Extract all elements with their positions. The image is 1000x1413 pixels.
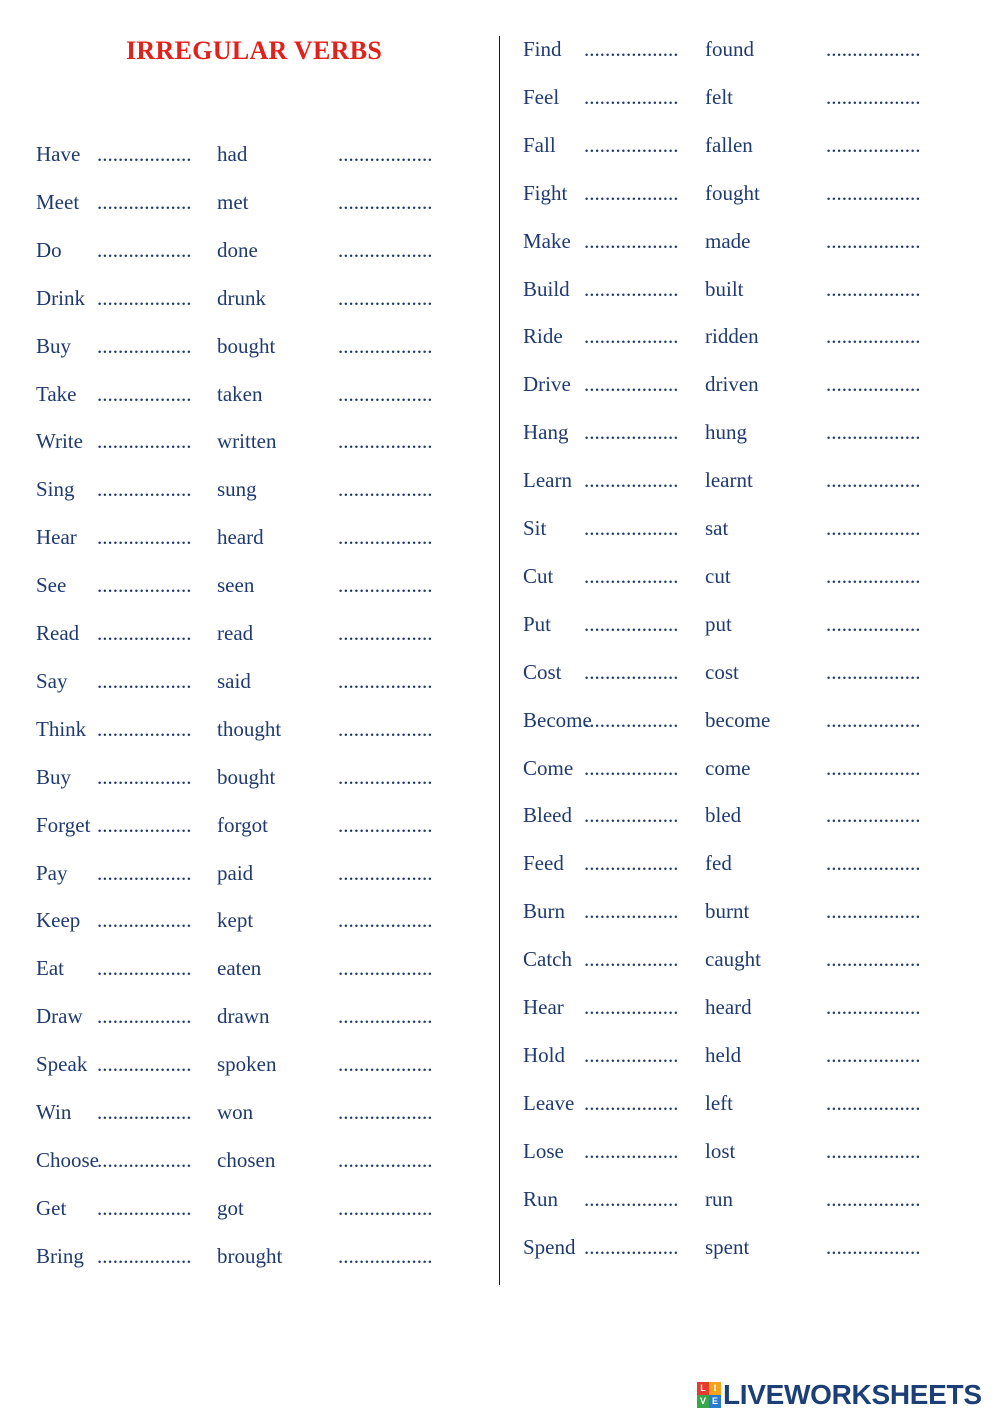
past-simple-blank[interactable]: .................. [97, 285, 192, 310]
base-verb: Cost [523, 659, 562, 684]
past-simple-blank[interactable]: .................. [97, 1004, 192, 1029]
past-participle: kept [217, 908, 254, 933]
past-simple-blank[interactable]: .................. [584, 1138, 679, 1163]
past-simple-blank[interactable]: .................. [97, 142, 192, 166]
base-verb: Feed [523, 851, 564, 876]
base-verb: Drive [523, 372, 571, 397]
past-participle: said [217, 668, 251, 693]
past-participle: caught [705, 947, 761, 972]
past-participle: forgot [217, 812, 268, 837]
past-simple-blank[interactable]: .................. [97, 333, 192, 358]
past-simple-blank[interactable]: .................. [584, 611, 679, 636]
base-verb: Write [36, 429, 83, 454]
translation-blank[interactable]: .................. [826, 611, 921, 636]
past-simple-blank[interactable]: .................. [584, 276, 679, 301]
liveworksheets-logo [697, 1378, 982, 1412]
past-simple-blank[interactable]: .................. [97, 573, 192, 598]
translation-blank[interactable]: .................. [338, 1100, 433, 1124]
past-participle: drunk [217, 285, 266, 310]
past-simple-blank[interactable]: .................. [97, 525, 192, 550]
translation-blank[interactable]: .................. [826, 420, 921, 445]
base-verb: Catch [523, 947, 572, 972]
past-participle: fought [705, 180, 760, 205]
past-participle: fallen [705, 132, 753, 157]
past-simple-blank[interactable]: .................. [584, 1090, 679, 1115]
past-participle: lost [705, 1138, 736, 1163]
base-verb: Lose [523, 1138, 564, 1163]
base-verb: Leave [523, 1090, 575, 1115]
translation-blank[interactable]: .................. [338, 1147, 433, 1172]
translation-blank[interactable]: .................. [826, 180, 921, 205]
past-participle: paid [217, 860, 254, 885]
past-participle: held [705, 1042, 742, 1067]
past-participle: sung [217, 477, 257, 502]
past-simple-blank[interactable]: .................. [584, 563, 679, 588]
past-participle: found [705, 37, 754, 61]
base-verb: Draw [36, 1004, 83, 1029]
base-verb: Keep [36, 908, 81, 933]
past-simple-blank[interactable]: .................. [97, 477, 192, 502]
translation-blank[interactable]: .................. [338, 189, 433, 214]
base-verb: Come [523, 755, 574, 780]
past-participle: become [705, 707, 771, 732]
base-verb: Hear [523, 995, 564, 1019]
past-participle: run [705, 1186, 733, 1211]
past-simple-blank[interactable]: .................. [584, 659, 679, 684]
translation-blank[interactable]: .................. [826, 803, 921, 828]
base-verb: See [36, 573, 67, 598]
logo-text: LIVEWORKSHEETS [723, 1379, 982, 1410]
base-verb: Feel [523, 84, 560, 109]
past-simple-blank[interactable]: .................. [584, 372, 679, 397]
past-simple-blank[interactable]: .................. [97, 189, 192, 214]
base-verb: Hang [523, 420, 569, 445]
past-participle: spoken [217, 1052, 277, 1077]
translation-blank[interactable]: .................. [826, 516, 921, 540]
base-verb: Bring [36, 1243, 84, 1268]
past-simple-blank[interactable]: .................. [97, 381, 192, 406]
translation-blank[interactable]: .................. [338, 716, 433, 741]
translation-blank[interactable]: .................. [338, 668, 433, 693]
past-simple-blank[interactable]: .................. [97, 429, 192, 454]
past-simple-blank[interactable]: .................. [97, 1100, 192, 1124]
past-simple-blank[interactable]: .................. [584, 84, 679, 109]
translation-blank[interactable]: .................. [826, 1186, 921, 1211]
base-verb: Forget [36, 812, 91, 837]
translation-blank[interactable]: .................. [826, 276, 921, 301]
base-verb: Fall [523, 132, 556, 157]
past-simple-blank[interactable]: .................. [584, 37, 679, 61]
base-verb: Say [36, 668, 68, 693]
translation-blank[interactable]: .................. [338, 381, 433, 406]
past-participle: fed [705, 851, 732, 876]
translation-blank[interactable]: .................. [826, 84, 921, 109]
past-participle: bled [705, 803, 742, 828]
translation-blank[interactable]: .................. [338, 477, 433, 502]
past-simple-blank[interactable]: .................. [97, 237, 192, 262]
past-simple-blank[interactable]: .................. [584, 324, 679, 349]
base-verb: Learn [523, 468, 572, 493]
base-verb: Buy [36, 333, 72, 358]
past-participle: driven [705, 372, 759, 397]
past-participle: hung [705, 420, 747, 445]
base-verb: Burn [523, 899, 565, 924]
past-simple-blank[interactable]: .................. [97, 1147, 192, 1172]
past-participle: written [217, 429, 277, 454]
past-simple-blank[interactable]: .................. [584, 995, 679, 1019]
base-verb: Become [523, 707, 592, 732]
past-simple-blank[interactable]: .................. [584, 420, 679, 445]
past-participle: got [217, 1195, 244, 1220]
base-verb: Sit [523, 516, 547, 540]
translation-blank[interactable]: .................. [826, 659, 921, 684]
translation-blank[interactable]: .................. [826, 468, 921, 493]
translation-blank[interactable]: .................. [338, 285, 433, 310]
past-simple-blank[interactable]: .................. [97, 1052, 192, 1077]
past-simple-blank[interactable]: .................. [584, 516, 679, 540]
past-participle: bought [217, 333, 276, 358]
translation-blank[interactable]: .................. [826, 372, 921, 397]
translation-blank[interactable]: .................. [826, 899, 921, 924]
past-participle: chosen [217, 1147, 276, 1172]
past-participle: sat [705, 516, 729, 540]
past-simple-blank[interactable]: .................. [584, 755, 679, 780]
past-participle: built [705, 276, 744, 301]
past-simple-blank[interactable]: .................. [97, 1195, 192, 1220]
translation-blank[interactable]: .................. [338, 908, 433, 933]
column-divider [499, 36, 500, 1285]
liveworksheets-logo-icon: L I V E [697, 1382, 721, 1408]
translation-blank[interactable]: .................. [338, 1195, 433, 1220]
translation-blank[interactable]: .................. [826, 707, 921, 732]
past-participle: met [217, 189, 249, 214]
translation-blank[interactable]: .................. [826, 1138, 921, 1163]
base-verb: Bleed [523, 803, 572, 828]
past-participle: made [705, 228, 751, 253]
past-participle: burnt [705, 899, 750, 924]
translation-blank[interactable]: .................. [826, 1234, 921, 1259]
past-simple-blank[interactable]: .................. [584, 803, 679, 828]
translation-blank[interactable]: .................. [338, 573, 433, 598]
past-participle: heard [705, 995, 752, 1019]
past-participle: thought [217, 716, 282, 741]
past-participle: left [705, 1090, 733, 1115]
past-participle: learnt [705, 468, 753, 493]
base-verb: Choose [36, 1147, 99, 1172]
past-simple-blank[interactable]: .................. [97, 1243, 192, 1268]
past-simple-blank[interactable]: .................. [584, 707, 679, 732]
past-simple-blank[interactable]: .................. [97, 908, 192, 933]
base-verb: Have [36, 142, 81, 166]
past-simple-blank[interactable]: .................. [584, 899, 679, 924]
base-verb: Cut [523, 563, 554, 588]
past-simple-blank[interactable]: .................. [97, 668, 192, 693]
past-participle: won [217, 1100, 254, 1124]
past-simple-blank[interactable]: .................. [97, 860, 192, 885]
base-verb: Spend [523, 1234, 576, 1259]
past-participle: spent [705, 1234, 750, 1259]
translation-blank[interactable]: .................. [338, 1004, 433, 1029]
base-verb: Sing [36, 477, 75, 502]
base-verb: Take [36, 381, 77, 406]
translation-blank[interactable]: .................. [826, 228, 921, 253]
translation-blank[interactable]: .................. [826, 1090, 921, 1115]
base-verb: Win [36, 1100, 72, 1124]
base-verb: Put [523, 611, 552, 636]
base-verb: Run [523, 1186, 559, 1211]
past-simple-blank[interactable]: .................. [584, 1234, 679, 1259]
past-participle: had [217, 142, 248, 166]
base-verb: Do [36, 237, 62, 262]
translation-blank[interactable]: .................. [338, 237, 433, 262]
past-participle: cost [705, 659, 739, 684]
past-simple-blank[interactable]: .................. [584, 132, 679, 157]
past-simple-blank[interactable]: .................. [584, 851, 679, 876]
translation-blank[interactable]: .................. [826, 324, 921, 349]
translation-blank[interactable]: .................. [338, 956, 433, 981]
worksheet-title: IRREGULAR VERBS [126, 36, 383, 65]
base-verb: Pay [36, 860, 68, 885]
translation-blank[interactable]: .................. [338, 525, 433, 550]
base-verb: Hear [36, 525, 77, 550]
translation-blank[interactable]: .................. [338, 142, 433, 166]
past-simple-blank[interactable]: .................. [584, 180, 679, 205]
base-verb: Speak [36, 1052, 88, 1077]
past-simple-blank[interactable]: .................. [584, 468, 679, 493]
past-simple-blank[interactable]: .................. [97, 812, 192, 837]
translation-blank[interactable]: .................. [826, 563, 921, 588]
base-verb: Think [36, 716, 87, 741]
base-verb: Drink [36, 285, 85, 310]
past-simple-blank[interactable]: .................. [97, 764, 192, 789]
translation-blank[interactable]: .................. [338, 1243, 433, 1268]
past-simple-blank[interactable]: .................. [584, 1186, 679, 1211]
base-verb: Meet [36, 189, 80, 214]
translation-blank[interactable]: .................. [338, 764, 433, 789]
base-verb: Build [523, 276, 570, 301]
past-simple-blank[interactable]: .................. [97, 956, 192, 981]
past-participle: seen [217, 573, 255, 598]
past-participle: taken [217, 381, 263, 406]
past-participle: cut [705, 563, 731, 588]
past-participle: bought [217, 764, 276, 789]
past-participle: eaten [217, 956, 262, 981]
base-verb: Hold [523, 1042, 565, 1067]
past-participle: come [705, 755, 751, 780]
base-verb: Get [36, 1195, 67, 1220]
past-participle: ridden [705, 324, 759, 349]
past-simple-blank[interactable]: .................. [97, 621, 192, 645]
base-verb: Fight [523, 180, 568, 205]
past-participle: read [217, 621, 254, 645]
translation-blank[interactable]: .................. [826, 755, 921, 780]
past-simple-blank[interactable]: .................. [584, 228, 679, 253]
translation-blank[interactable]: .................. [826, 1042, 921, 1067]
past-participle: heard [217, 525, 264, 550]
past-participle: drawn [217, 1004, 270, 1029]
translation-blank[interactable]: .................. [826, 995, 921, 1019]
translation-blank[interactable]: .................. [826, 37, 921, 61]
translation-blank[interactable]: .................. [338, 621, 433, 645]
base-verb: Buy [36, 764, 72, 789]
translation-blank[interactable]: .................. [338, 333, 433, 358]
past-participle: brought [217, 1243, 283, 1268]
translation-blank[interactable]: .................. [338, 429, 433, 454]
base-verb: Find [523, 37, 562, 61]
base-verb: Read [36, 621, 80, 645]
translation-blank[interactable]: .................. [338, 860, 433, 885]
past-participle: done [217, 237, 258, 262]
translation-blank[interactable]: .................. [338, 812, 433, 837]
past-participle: felt [705, 84, 733, 109]
past-participle: put [705, 611, 732, 636]
past-simple-blank[interactable]: .................. [584, 947, 679, 972]
base-verb: Make [523, 228, 571, 253]
translation-blank[interactable]: .................. [826, 947, 921, 972]
past-simple-blank[interactable]: .................. [97, 716, 192, 741]
translation-blank[interactable]: .................. [338, 1052, 433, 1077]
past-simple-blank[interactable]: .................. [584, 1042, 679, 1067]
translation-blank[interactable]: .................. [826, 851, 921, 876]
translation-blank[interactable]: .................. [826, 132, 921, 157]
base-verb: Ride [523, 324, 563, 349]
base-verb: Eat [36, 956, 64, 981]
